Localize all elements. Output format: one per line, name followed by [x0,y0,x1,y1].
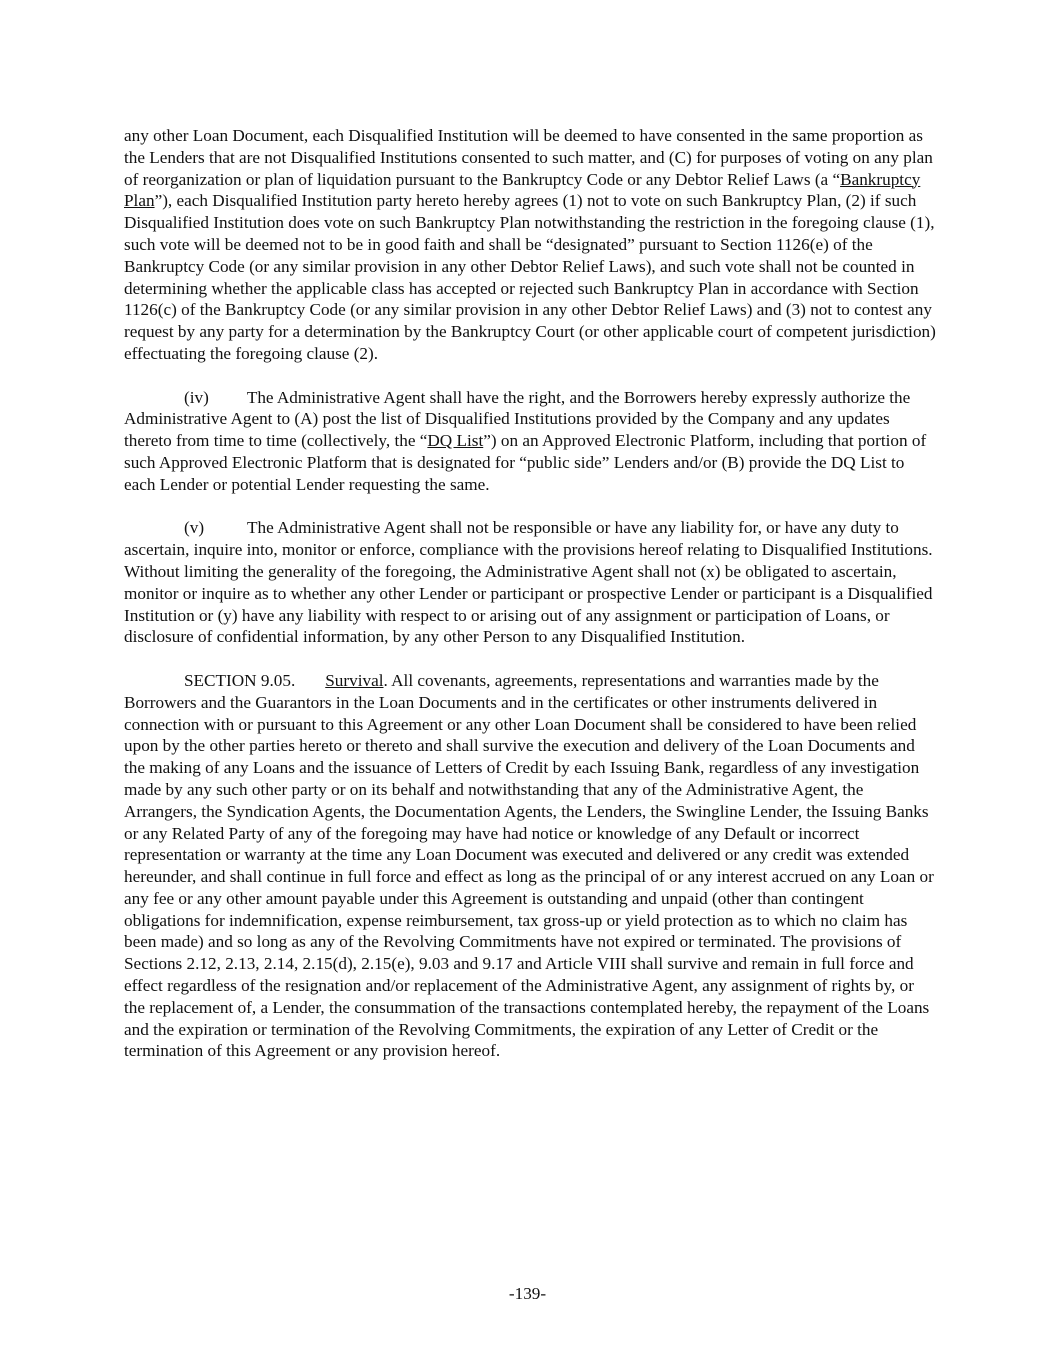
paragraph-iv [124,387,936,496]
defined-term-bankruptcy-plan: Bankruptcy Plan [124,169,921,211]
section-9-05 [124,670,936,1062]
paragraph-continuation [124,125,936,365]
clause-number-iv: (iv) [184,387,209,407]
section-heading-survival: Survival [325,670,384,690]
clause-number-v: (v) [184,518,205,538]
paragraph-text: . All covenants, agreements, representations and warranties made by the Borrowers and the Guarantors in the Loan Documents and in the certificates or other instruments delivered in connection with or pursuant to this Agreement or any other Loan Document shall be considered to have been relied upon by the other parties hereto or thereto and shall survive the execution and delivery of the Loan Documents and the making of any Loans and the issuance of Letters of Credit by each Issuing Bank, regardless of any investigation made by any such other party or on its behalf and notwithstanding that any of the Administrative Agent, the Arrangers, the Syndication Agents, the Documentation Agents, the Lenders, the Swingline Lender, the Issuing Banks or any Related Party of any of the foregoing may have had notice or knowledge of any Default or incorrect representation or warranty at the time any Loan Document was executed and delivered or any credit was extended hereunder, and shall continue in full force and effect as long as the principal of or any interest accrued on any Loan or any fee or any other amount payable under this Agreement is outstanding and unpaid (other than contingent obligations for indemnification, expense reimbursement, tax gross-up or yield protection as to which no claim has been made) and so long as any of the Revolving Commitments have not expired or terminated. The provisions of Sections 2.12, 2.13, 2.14, 2.15(d), 2.15(e), 9.03 and 9.17 and Article VIII shall survive and remain in full force and effect regardless of the resignation and/or replacement of the Administrative Agent, any assignment of rights by, or the replacement of, a Lender, the consummation of the transactions contemplated hereby, the repayment of the Loans and the expiration or termination of the Revolving Commitments, the expiration of any Letter of Credit or the termination of this Agreement or any provision hereof. [124,670,934,1061]
section-number: SECTION 9.05. [184,670,296,690]
paragraph-text: ”), each Disqualified Institution party hereto hereby agrees (1) not to vote on such Bankruptcy Plan, (2) if such Disqualified Institution does vote on such Bankruptcy Plan notwithstanding the restriction in the foregoing clause (1), such vote will be deemed not to be in good faith and shall be “designated” pursuant to Section 1126(e) of the Bankruptcy Code (or any similar provision in any other Debtor Relief Laws), and such vote shall not be counted in determining whether the applicable class has accepted or rejected such Bankruptcy Plan in accordance with Section 1126(c) of the Bankruptcy Code (or any similar provision in any other Debtor Relief Laws) and (3) not to contest any request by any party for a determination by the Bankruptcy Court (or other applicable court of competent jurisdiction) effectuating the foregoing clause (2). [124,191,936,363]
paragraph-text: The Administrative Agent shall not be responsible or have any liability for, or have any duty to ascertain, inquire into, monitor or enforce, compliance with the provisions hereof relating to Disqualified Institutions. Without limiting the generality of the foregoing, the Administrative Agent shall not (x) be obligated to ascertain, monitor or inquire as to whether any other Lender or participant or prospective Lender or participant is a Disqualified Institution or (y) have any liability with respect to or arising out of any assignment or participation of Loans, or disclosure of confidential information, by any other Person to any Disqualified Institution. [124,518,933,647]
paragraph-v [124,517,936,648]
defined-term-dq-list: DQ List [427,431,484,451]
paragraph-text: any other Loan Document, each Disqualified Institution will be deemed to have consented in the same proportion as the Lenders that are not Disqualified Institutions consented to such matter, and (C) for purposes of voting on any plan of reorganization or plan of liquidation pursuant to the Bankruptcy Code or any Debtor Relief Laws (a “ [124,126,933,189]
document-body [124,125,936,1062]
paragraph-text: The Administrative Agent shall have the right, and the Borrowers hereby expressly authorize the Administrative Agent to (A) post the list of Disqualified Institutions provided by the Company and any updates thereto from time to time (collectively, the “ [124,387,911,451]
page-number: -139- [508,1284,547,1303]
paragraph-text: ”) on an Approved Electronic Platform, including that portion of such Approved Electronic Platform that is designated for “public side” Lenders and/or (B) provide the DQ List to each Lender or potential Lender requesting the same. [124,431,927,494]
